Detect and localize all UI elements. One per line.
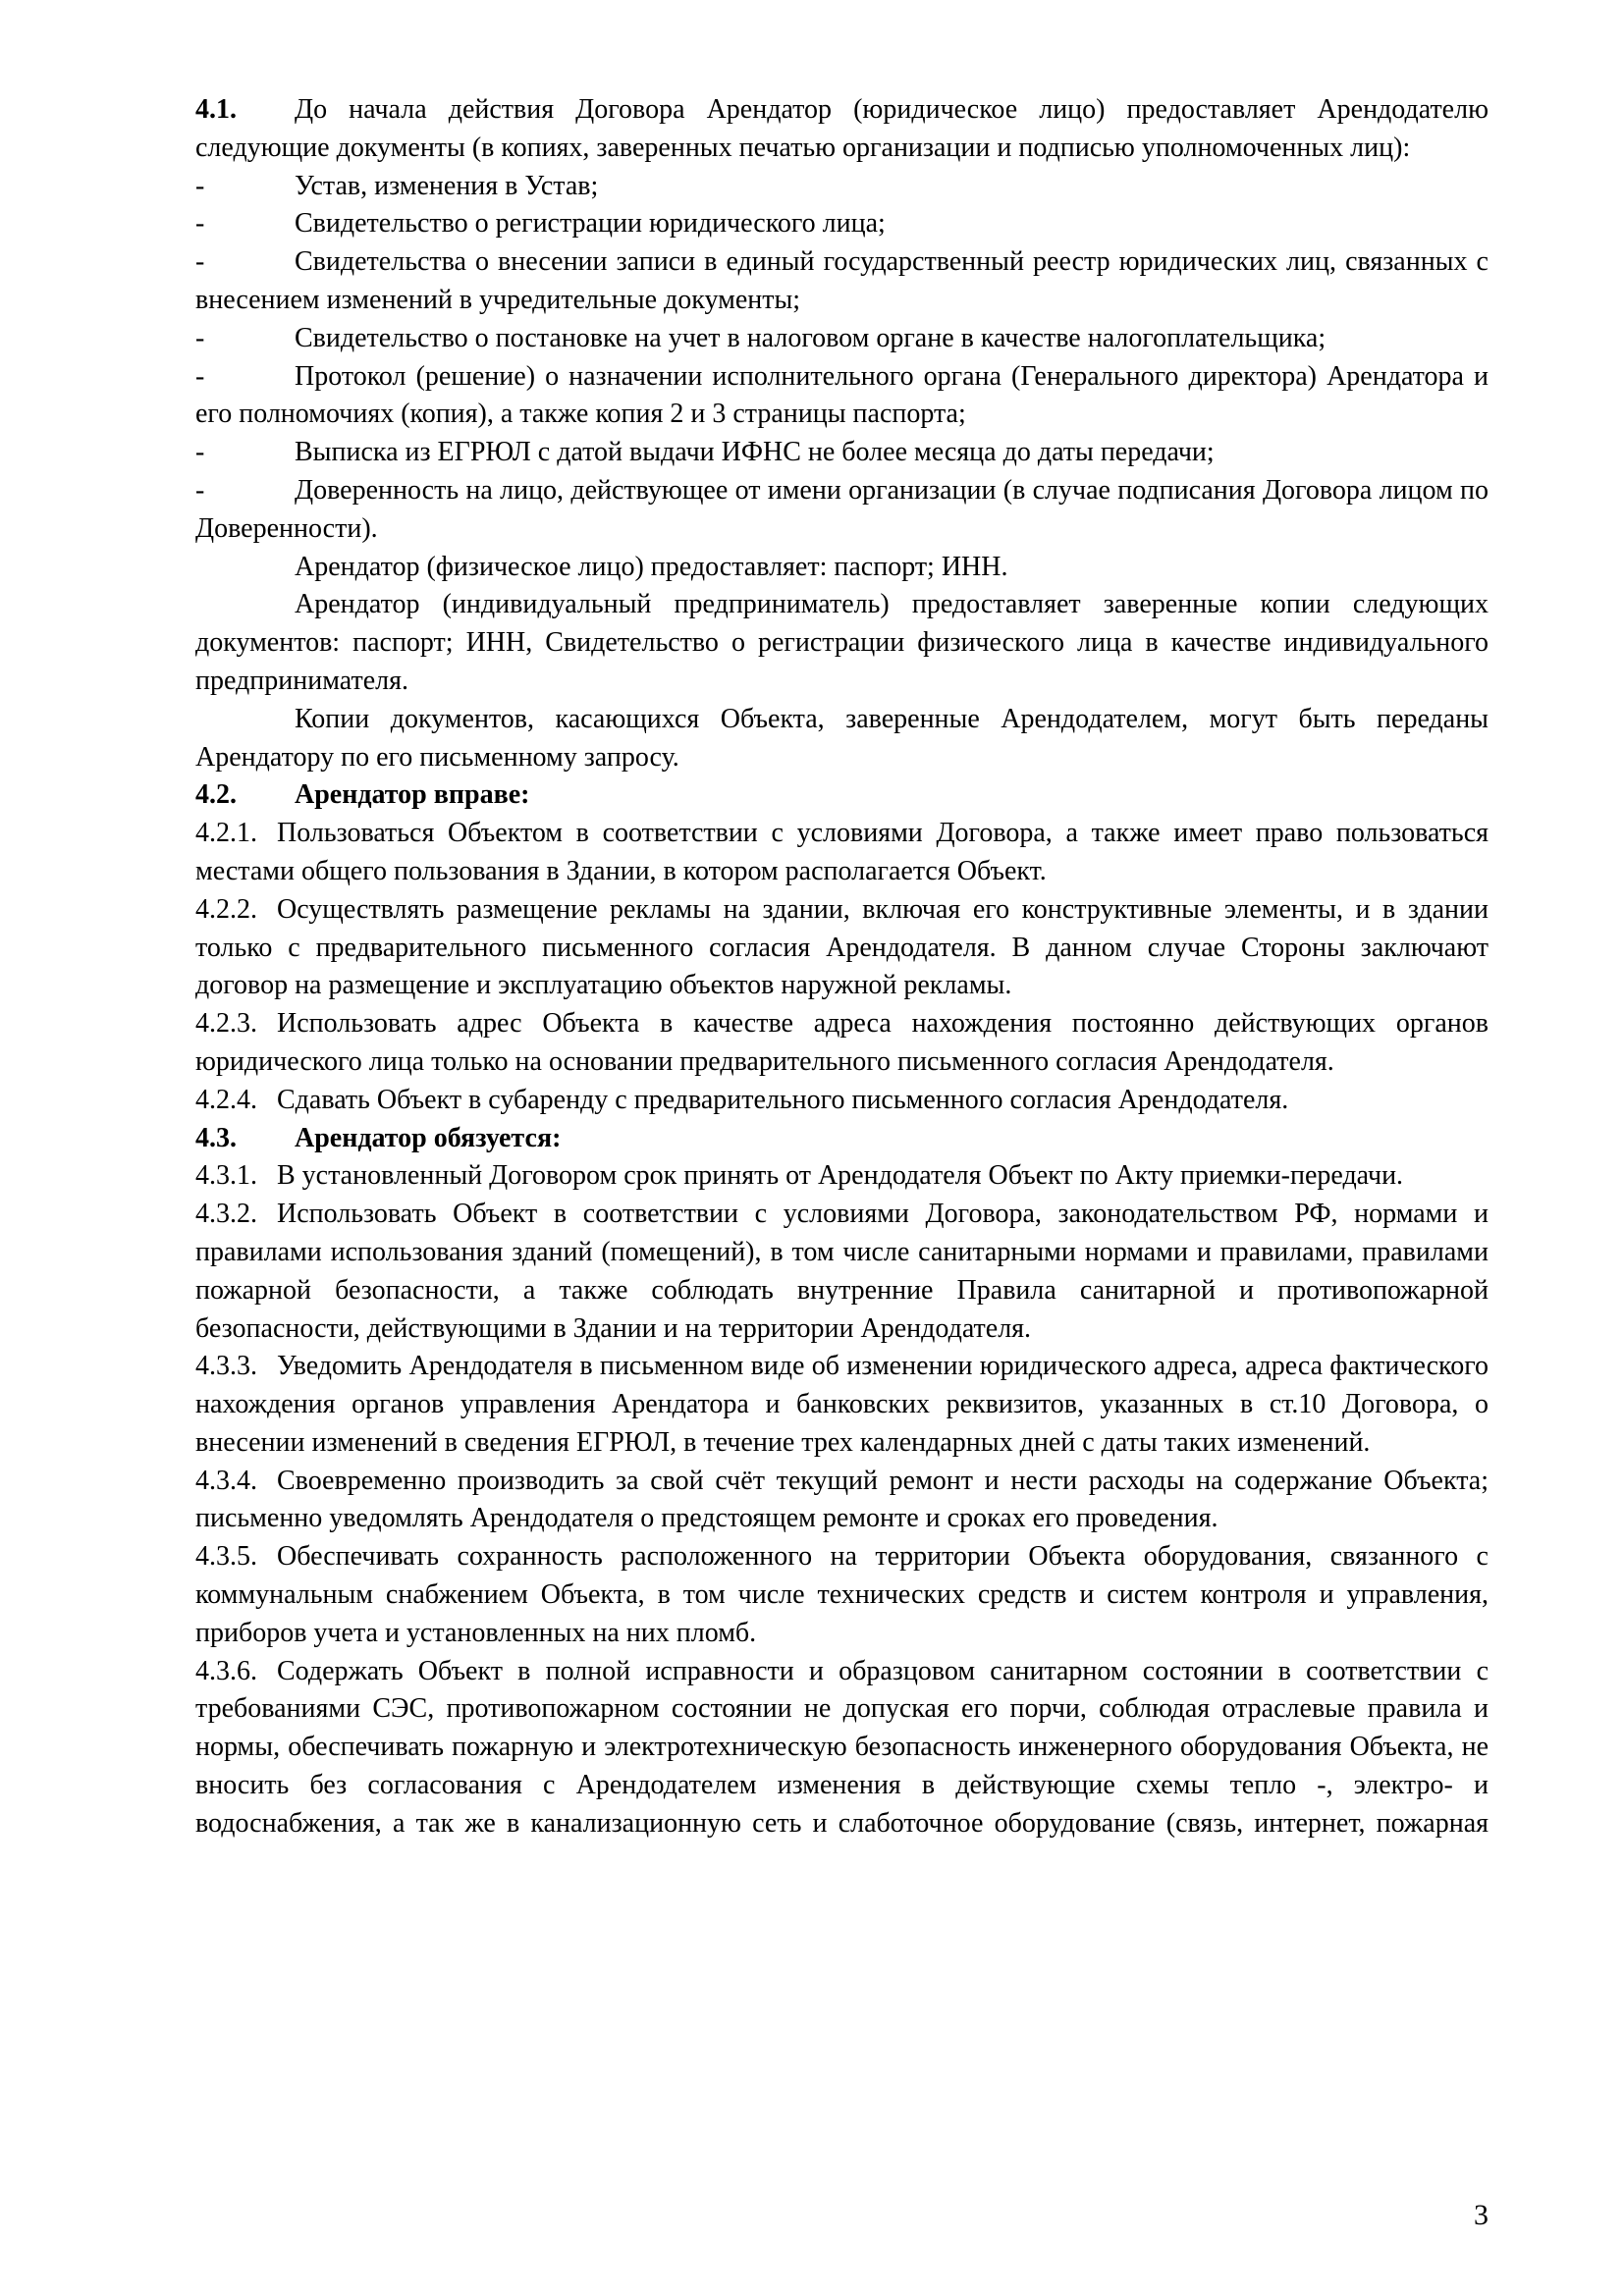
dash-bullet: - — [195, 360, 205, 392]
clause-4-3-6 — [195, 1653, 1489, 1843]
dash-bullet: - — [195, 246, 205, 278]
dash-bullet: - — [195, 437, 205, 468]
clause-number: 4.3. — [195, 1122, 237, 1153]
clause-text: Пользоваться Объектом в соответствии с условиями Договора, а также имеет право пользоваться местами общего пользования в Здании, в котором располагается Объект. — [195, 818, 1489, 886]
dash-bullet: - — [195, 322, 205, 353]
clause-4-3-5 — [195, 1538, 1489, 1652]
clause-text: В установленный Договором срок принять от Арендодателя Объект по Акту приемки-передачи. — [277, 1160, 1404, 1192]
heading-text: Арендатор вправе: — [295, 779, 530, 811]
list-item-text: Свидетельство о регистрации юридического лица; — [295, 208, 886, 240]
list-item-text: Выписка из ЕГРЮЛ с датой выдачи ИФНС не более месяца до даты передачи; — [295, 437, 1215, 468]
doc-list-item — [195, 168, 1489, 206]
clause-text: Уведомить Арендодателя в письменном виде об изменении юридического адреса, адреса фактического нахождения органов управления Арендатора и банковских реквизитов, указанных в ст.10 Договора, о внесении изменений в сведения ЕГРЮЛ, в течение трех календарных дней с даты таких изменений. — [195, 1351, 1489, 1458]
paragraph-document-copies — [195, 701, 1489, 777]
heading-text: Арендатор обязуется: — [295, 1122, 562, 1153]
clause-number: 4.1. — [195, 94, 237, 125]
list-item-text: Доверенность на лицо, действующее от имени организации (в случае подписания Договора лицом по Доверенности). — [195, 474, 1489, 544]
clause-number: 4.3.5. — [195, 1541, 257, 1573]
list-item-text: Устав, изменения в Устав; — [295, 170, 599, 201]
clause-4-2-4 — [195, 1082, 1489, 1120]
page-number: 3 — [1474, 2199, 1489, 2231]
contract-page-body — [195, 91, 1489, 1843]
doc-list-item — [195, 472, 1489, 549]
clause-text: Использовать адрес Объекта в качестве адреса нахождения постоянно действующих органов юридического лица только на основании предварительного письменного согласия Арендодателя. — [195, 1008, 1489, 1077]
list-item-text: Свидетельство о постановке на учет в налоговом органе в качестве налогоплательщика; — [295, 322, 1326, 353]
clause-4-3-heading — [195, 1120, 1489, 1158]
dash-bullet: - — [195, 474, 205, 506]
paragraph-tenant-entrepreneur — [195, 586, 1489, 700]
doc-list-item — [195, 434, 1489, 472]
clause-number: 4.2.4. — [195, 1084, 257, 1115]
clause-text: Осуществлять размещение рекламы на здании, включая его конструктивные элементы, и в здании только с предварительного письменного согласия Арендодателя. В данном случае Стороны заключают договор на размещение и эксплуатацию объектов наружной рекламы. — [195, 893, 1489, 1001]
clause-number: 4.3.1. — [195, 1160, 257, 1192]
clause-text: Своевременно производить за свой счёт текущий ремонт и нести расходы на содержание Объекта; письменно уведомлять Арендодателя о предстоящем ремонте и сроках его проведения. — [195, 1465, 1489, 1534]
doc-list-item — [195, 358, 1489, 435]
dash-bullet: - — [195, 170, 205, 201]
clause-4-2-3 — [195, 1005, 1489, 1082]
list-item-text: Протокол (решение) о назначении исполнительного органа (Генерального директора) Арендатора и его полномочиях (копия), а также копия 2 и 3 страницы паспорта; — [195, 360, 1489, 430]
paragraph-text: Арендатор (индивидуальный предприниматель) предоставляет заверенные копии следующих документов: паспорт; ИНН, Свидетельство о регистрации физического лица в качестве индивидуального предпринимателя. — [195, 589, 1489, 696]
clause-number: 4.3.3. — [195, 1351, 257, 1382]
clause-number: 4.3.4. — [195, 1465, 257, 1496]
clause-number: 4.2.1. — [195, 818, 257, 849]
clause-text: Содержать Объект в полной исправности и образцовом санитарном состоянии в соответствии с требованиями СЭС, противопожарном состоянии не допуская его порчи, соблюдая отраслевые правила и нормы, обеспечивать пожарную и электротехническую безопасность инженерного оборудования Объекта, не вносить без согласования с Арендодателем изменения в действующие схемы тепло -, электро- и водоснабжения, а так же в канализационную сеть и слаботочное оборудование (связь, интернет, пожарная — [195, 1655, 1489, 1839]
clause-4-1 — [195, 91, 1489, 168]
clause-4-2-1 — [195, 815, 1489, 891]
doc-list-item — [195, 205, 1489, 243]
paragraph-text: Арендатор (физическое лицо) предоставляет: паспорт; ИНН. — [295, 551, 1008, 582]
dash-bullet: - — [195, 208, 205, 240]
clause-text: Обеспечивать сохранность расположенного на территории Объекта оборудования, связанного с коммунальным снабжением Объекта, в том числе технических средств и систем контроля и управления, приборов учета и установленных на них пломб. — [195, 1541, 1489, 1648]
clause-number: 4.2.3. — [195, 1008, 257, 1040]
clause-4-3-2 — [195, 1196, 1489, 1348]
paragraph-tenant-individual-person — [195, 549, 1489, 587]
clause-4-2-heading — [195, 776, 1489, 815]
clause-number: 4.3.2. — [195, 1199, 257, 1230]
paragraph-text: Копии документов, касающихся Объекта, заверенные Арендодателем, могут быть переданы Арендатору по его письменному запросу. — [195, 703, 1489, 773]
clause-number: 4.2. — [195, 779, 237, 811]
doc-list-item — [195, 320, 1489, 358]
clause-4-3-3 — [195, 1348, 1489, 1462]
doc-list-item — [195, 243, 1489, 320]
clause-number: 4.3.6. — [195, 1655, 257, 1686]
clause-4-3-4 — [195, 1463, 1489, 1539]
clause-text: Сдавать Объект в субаренду с предварительного письменного согласия Арендодателя. — [277, 1084, 1289, 1115]
clause-text: Использовать Объект в соответствии с условиями Договора, законодательством РФ, нормами и правилами использования зданий (помещений), в том числе санитарными нормами и правилами, правилами пожарной безопасности, а также соблюдать внутренние Правила санитарной и противопожарной безопасности, действующими в Здании и на территории Арендодателя. — [195, 1199, 1489, 1344]
clause-text: До начала действия Договора Арендатор (юридическое лицо) предоставляет Арендодателю следующие документы (в копиях, заверенных печатью организации и подписью уполномоченных лиц): — [195, 94, 1489, 163]
clause-4-3-1 — [195, 1157, 1489, 1196]
clause-number: 4.2.2. — [195, 893, 257, 925]
clause-4-2-2 — [195, 891, 1489, 1005]
list-item-text: Свидетельства о внесении записи в единый государственный реестр юридических лиц, связанных с внесением изменений в учредительные документы; — [195, 246, 1489, 315]
